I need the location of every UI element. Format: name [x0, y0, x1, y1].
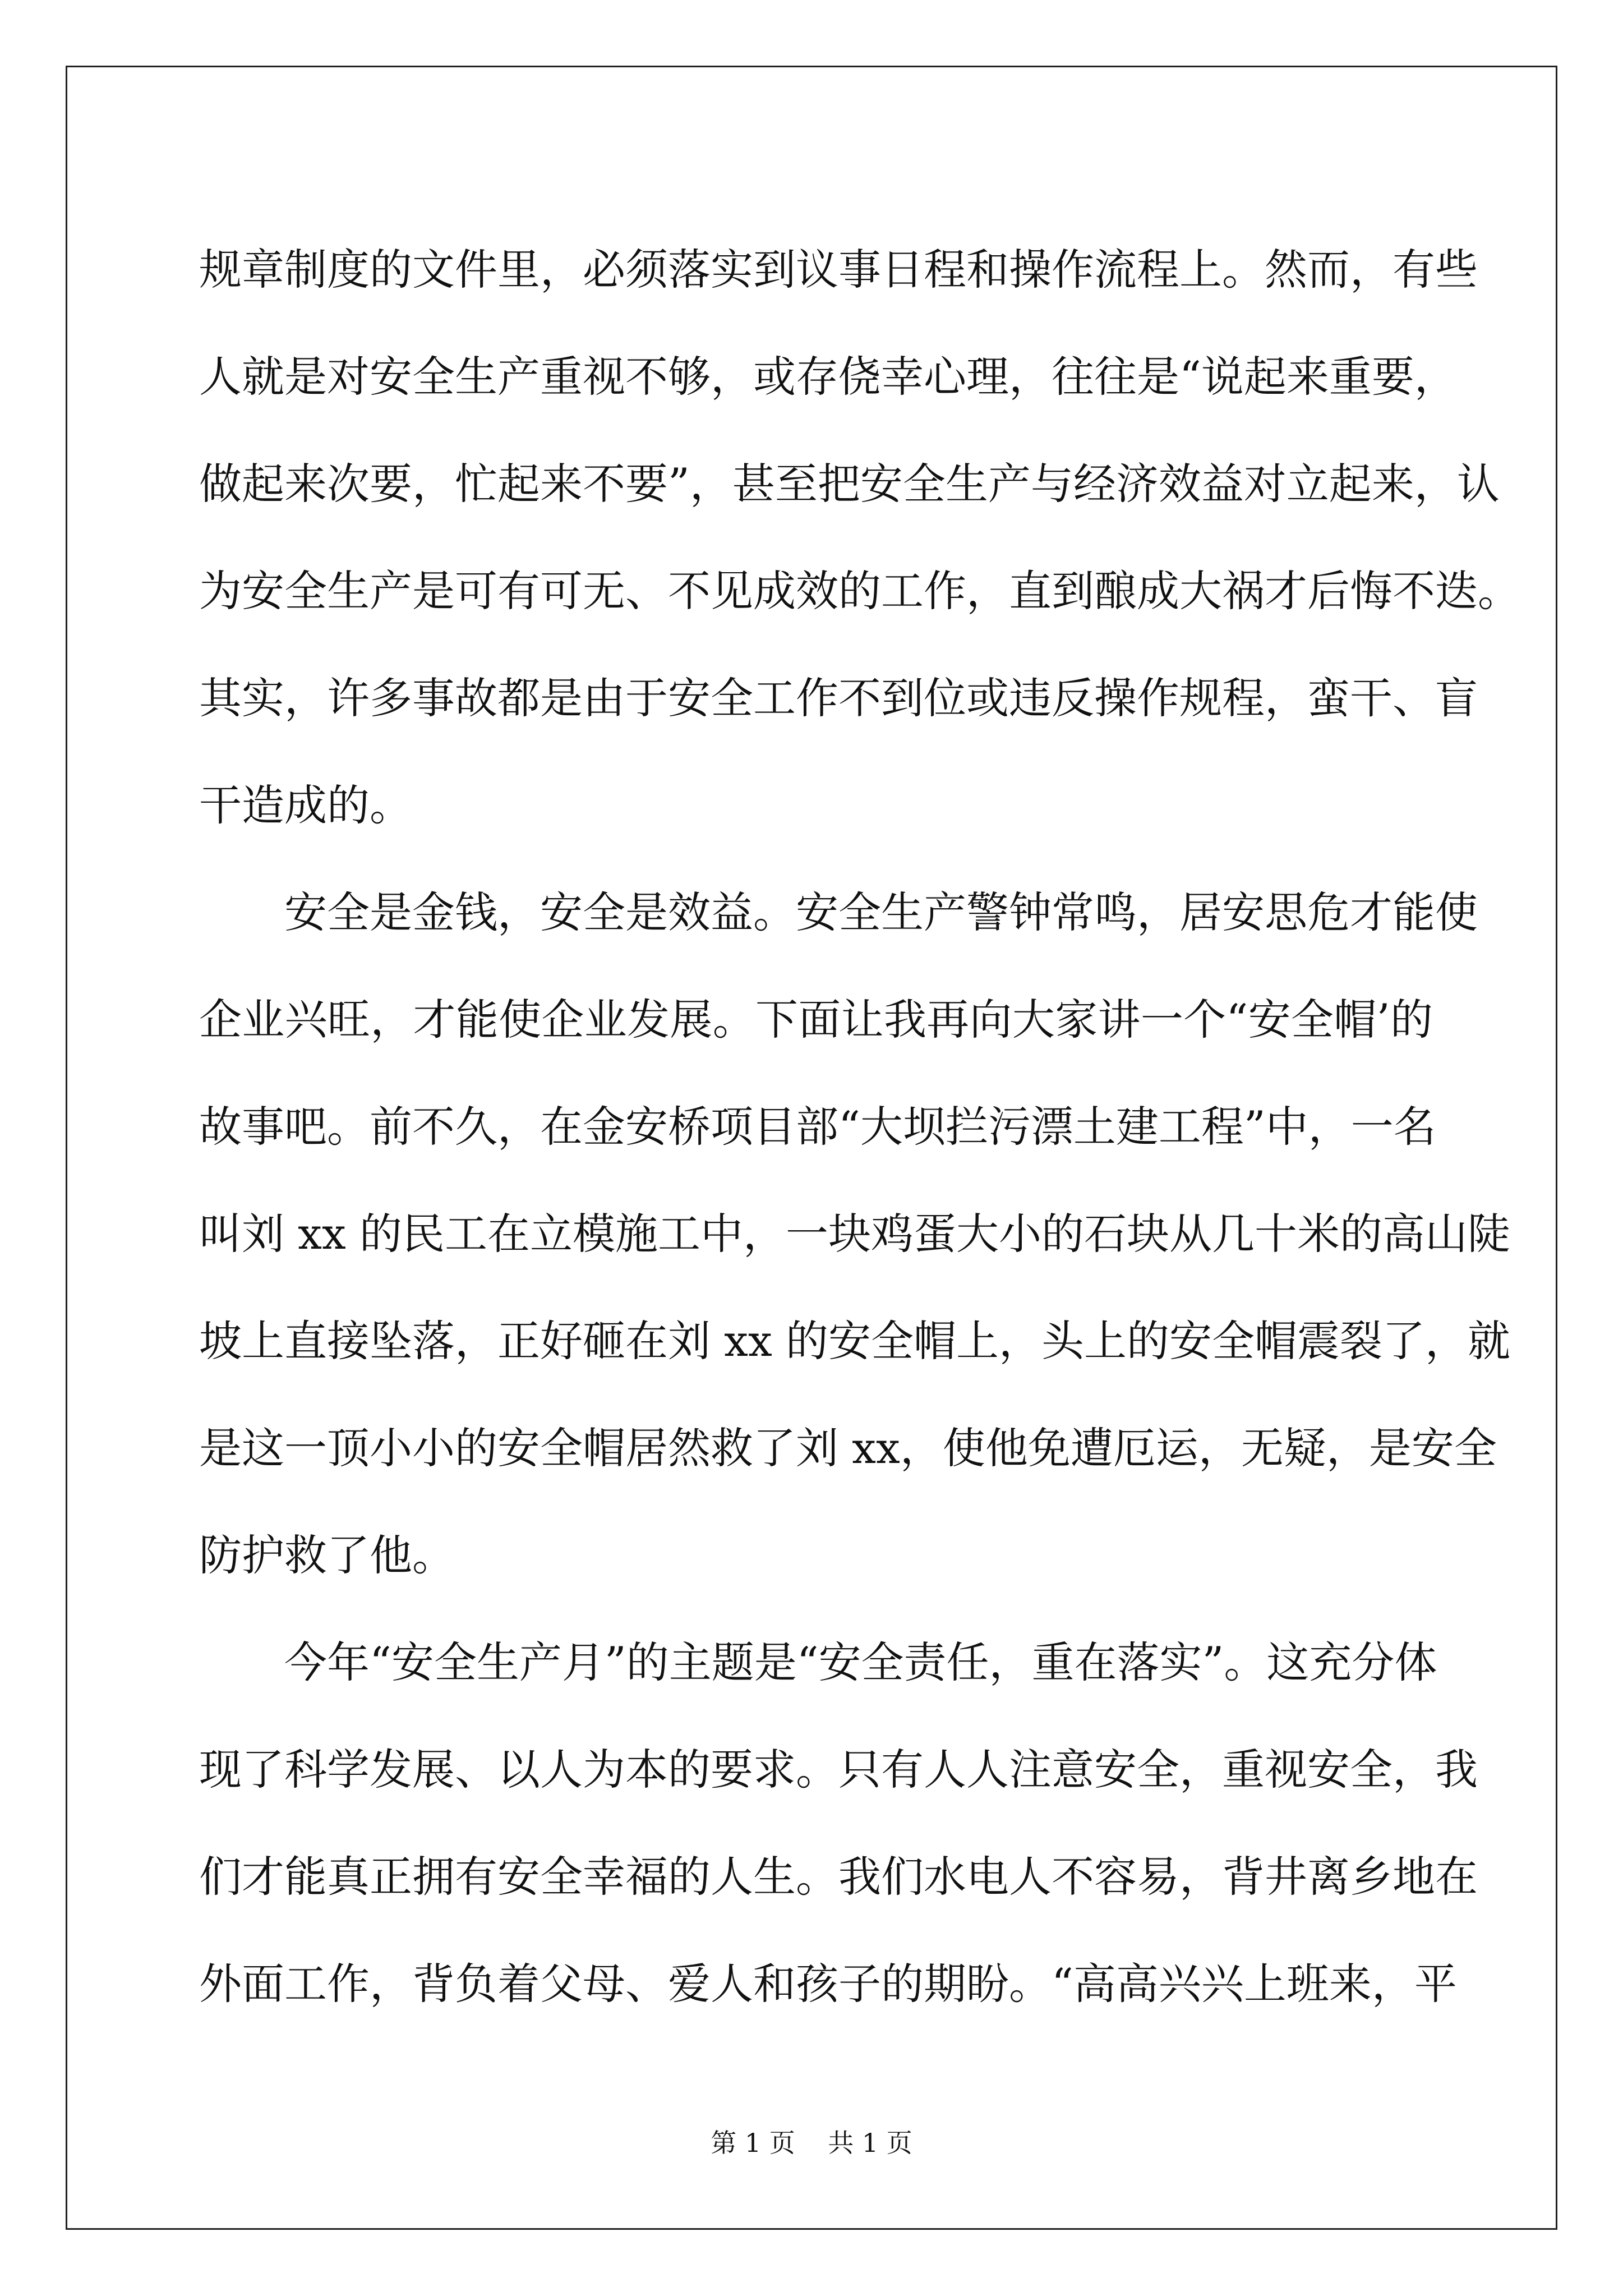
- text-line: 现了科学发展、以人为本的要求。只有人人注意安全，重视安全，我: [199, 1745, 1478, 1795]
- text-line: 防护救了他。: [199, 1530, 455, 1580]
- text-line: 坡上直接坠落，正好砸在刘 xx 的安全帽上，头上的安全帽震裂了，就: [199, 1316, 1511, 1366]
- page-footer: [0, 2123, 1623, 2160]
- text-line-paragraph-start: 安全是金钱，安全是效益。安全生产警钟常鸣，居安思危才能使: [284, 887, 1478, 937]
- text-line: 们才能真正拥有安全幸福的人生。我们水电人不容易，背井离乡地在: [199, 1852, 1478, 1902]
- document-body: [199, 216, 1520, 2037]
- page-total: 共 1 页: [828, 2128, 912, 2158]
- page-number: 第 1 页: [711, 2128, 795, 2158]
- text-line: 其实，许多事故都是由于安全工作不到位或违反操作规程，蛮干、盲: [199, 673, 1478, 723]
- text-line: 做起来次要，忙起来不要”，甚至把安全生产与经济效益对立起来，认: [199, 459, 1500, 509]
- text-line: 是这一顶小小的安全帽居然救了刘 xx，使他免遭厄运，无疑，是安全: [199, 1423, 1497, 1473]
- text-line: 干造成的。: [199, 780, 412, 830]
- text-line: 叫刘 xx 的民工在立模施工中，一块鸡蛋大小的石块从几十米的高山陡: [199, 1209, 1511, 1259]
- text-line-paragraph-start: 今年“安全生产月”的主题是“安全责任，重在落实”。这充分体: [284, 1637, 1437, 1687]
- text-line: 故事吧。前不久，在金安桥项目部“大坝拦污漂土建工程”中，一名: [199, 1102, 1436, 1152]
- text-line: 企业兴旺，才能使企业发展。下面让我再向大家讲一个“安全帽’的: [199, 995, 1433, 1045]
- text-line: 为安全生产是可有可无、不见成效的工作，直到酿成大祸才后悔不迭。: [199, 566, 1520, 616]
- text-line: 人就是对安全生产重视不够，或存侥幸心理，往往是“说起来重要，: [199, 352, 1457, 402]
- text-line: 外面工作，背负着父母、爱人和孩子的期盼。“高高兴兴上班来，平: [199, 1959, 1457, 2009]
- text-line: 规章制度的文件里，必须落实到议事日程和操作流程上。然而，有些: [199, 245, 1478, 295]
